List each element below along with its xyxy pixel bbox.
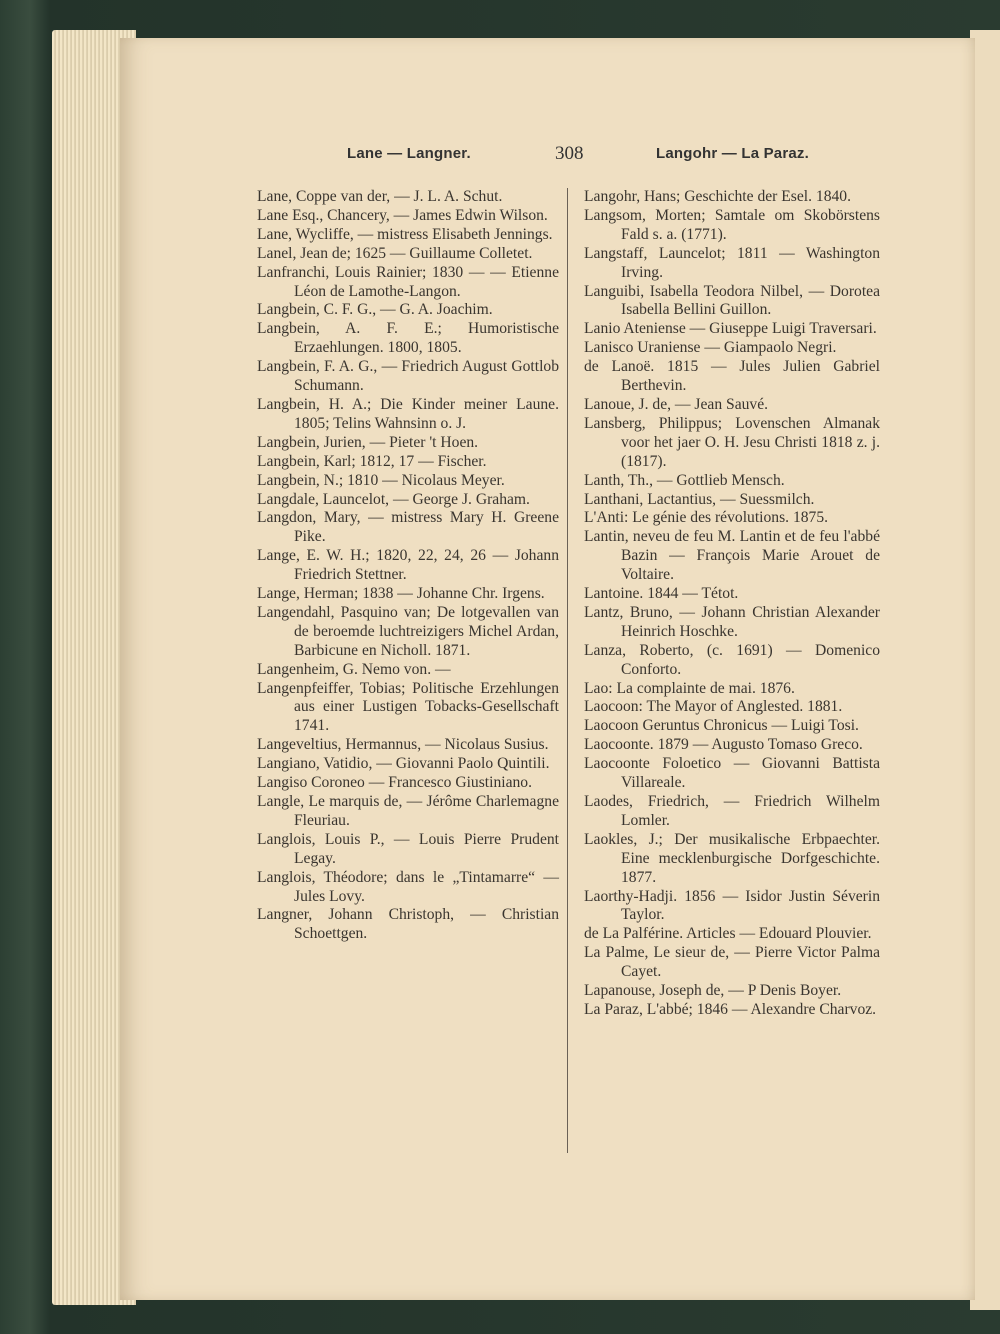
index-entry: Langbein, H. A.; Die Kinder meiner Laune. 1805; Telins Wahnsinn o. J. (257, 395, 559, 432)
index-entry: Laodes, Friedrich, — Friedrich Wilhelm Lomler. (584, 793, 880, 829)
index-entry: Lanth, Th., — Gottlieb Mensch. (584, 471, 785, 489)
page-number: 308 (555, 143, 584, 164)
index-entry: Lane, Coppe van der, — J. L. A. Schut. (257, 188, 503, 205)
index-entry: Lao: La complainte de mai. 1876. (584, 679, 795, 697)
index-entry: Laorthy-Hadji. 1856 — Isidor Justin Séverin Taylor. (584, 887, 880, 924)
index-entry: Langle, Le marquis de, — Jérôme Charlemagne Fleuriau. (257, 793, 559, 829)
index-entry: Lange, Herman; 1838 — Johanne Chr. Irgens. (257, 585, 545, 603)
index-entry: Laocoonte Foloetico — Giovanni Battista Villareale. (584, 755, 880, 792)
index-entry: Langohr, Hans; Geschichte der Esel. 1840. (584, 188, 851, 205)
index-entry: La Palme, Le sieur de, — Pierre Victor Palma Cayet. (584, 944, 880, 981)
index-entry: Lanisco Uraniense — Giampaolo Negri. (584, 339, 837, 357)
index-entry: Langdale, Launcelot, — George J. Graham. (257, 490, 530, 508)
index-entry: de La Palférine. Articles — Edouard Plouvier. (584, 925, 872, 943)
index-entry: Langbein, F. A. G., — Friedrich August Gottlob Schumann. (257, 358, 559, 395)
index-entry: Langbein, Jurien, — Pieter 't Hoen. (257, 433, 479, 451)
index-entry: Lanfranchi, Louis Rainier; 1830 — — Etienne Léon de Lamothe-Langon. (257, 263, 559, 300)
index-entry: Langdon, Mary, — mistress Mary H. Greene Pike. (257, 509, 559, 546)
index-entry: de Lanoë. 1815 — Jules Julien Gabriel Berthevin. (584, 358, 880, 395)
index-entry: Langbein, C. F. G., — G. A. Joachim. (257, 301, 493, 319)
index-entry: Languibi, Isabella Teodora Nilbel, — Dorotea Isabella Bellini Guillon. (584, 282, 880, 319)
index-entry: Lantin, neveu de feu M. Lantin et de feu l'abbé Bazin — François Marie Arouet de Voltaire. (584, 528, 880, 584)
index-entry: Langendahl, Pasquino van; De lotgevallen van de beroemde luchtreizigers Michel Ardan, Barbicune en Nicholl. 1871. (257, 603, 559, 659)
index-entry: Lapanouse, Joseph de, — P Denis Boyer. (584, 982, 842, 1000)
index-entry: Langlois, Théodore; dans le „Tintamarre“ — Jules Lovy. (257, 868, 559, 905)
index-entry: Laocoonte. 1879 — Augusto Tomaso Greco. (584, 736, 863, 754)
index-entry: Lane, Wycliffe, — mistress Elisabeth Jennings. (257, 225, 553, 243)
index-entry: Lanel, Jean de; 1625 — Guillaume Colletet. (257, 244, 533, 262)
index-entry: Langeveltius, Hermannus, — Nicolaus Susius. (257, 736, 549, 754)
index-entry: Langbein, Karl; 1812, 17 — Fischer. (257, 452, 487, 470)
index-entry: Langner, Johann Christoph, — Christian Schoettgen. (257, 906, 559, 943)
index-entry: L'Anti: Le génie des révolutions. 1875. (584, 509, 829, 527)
index-entry: Lantoine. 1844 — Tétot. (584, 585, 739, 603)
index-entry: Langenpfeiffer, Tobias; Politische Erzehlungen aus einer Lustigen Tobacks-Gesellschaft 1741. (257, 679, 559, 735)
index-entry: Langiano, Vatidio, — Giovanni Paolo Quintili. (257, 755, 550, 773)
index-entry: Langbein, A. F. E.; Humoristische Erzaehlungen. 1800, 1805. (257, 320, 559, 357)
column-divider (567, 188, 568, 1153)
index-entry: Lantz, Bruno, — Johann Christian Alexander Heinrich Hoschke. (584, 603, 880, 640)
index-entry: Laocoon: The Mayor of Anglested. 1881. (584, 698, 843, 716)
index-entry: La Paraz, L'abbé; 1846 — Alexandre Charvoz. (584, 1000, 877, 1018)
index-entry: Langstaff, Launcelot; 1811 — Washington Irving. (584, 244, 880, 281)
index-entry: Lanio Ateniense — Giuseppe Luigi Traversari. (584, 320, 877, 338)
index-entry: Langbein, N.; 1810 — Nicolaus Meyer. (257, 471, 505, 489)
index-entry: Lansberg, Philippus; Lovenschen Almanak voor het jaer O. H. Jesu Christi 1818 z. j. (1817). (584, 414, 880, 470)
index-entry: Langenheim, G. Nemo von. — (257, 660, 451, 678)
index-entry: Langlois, Louis P., — Louis Pierre Prudent Legay. (257, 830, 559, 867)
index-entry: Lange, E. W. H.; 1820, 22, 24, 26 — Johann Friedrich Stettner. (257, 547, 559, 584)
index-entry: Laokles, J.; Der musikalische Erbpaechter. Eine mecklenburgische Dorfgeschichte. 1877. (584, 830, 880, 886)
index-entry: Langsom, Morten; Samtale om Skobörstens Fald s. a. (1771). (584, 206, 880, 243)
index-entry: Lanoue, J. de, — Jean Sauvé. (584, 395, 769, 413)
running-head-right: Langohr — La Paraz. (656, 145, 809, 162)
index-entry: Laocoon Geruntus Chronicus — Luigi Tosi. (584, 717, 859, 735)
right-column (584, 188, 880, 1020)
left-column (257, 188, 559, 944)
index-entry: Lanthani, Lactantius, — Suessmilch. (584, 490, 815, 508)
index-entry: Lanza, Roberto, (c. 1691) — Domenico Conforto. (584, 641, 880, 678)
index-entry: Langiso Coroneo — Francesco Giustiniano. (257, 774, 533, 792)
running-head-left: Lane — Langner. (347, 145, 471, 162)
index-entry: Lane Esq., Chancery, — James Edwin Wilson. (257, 206, 548, 224)
